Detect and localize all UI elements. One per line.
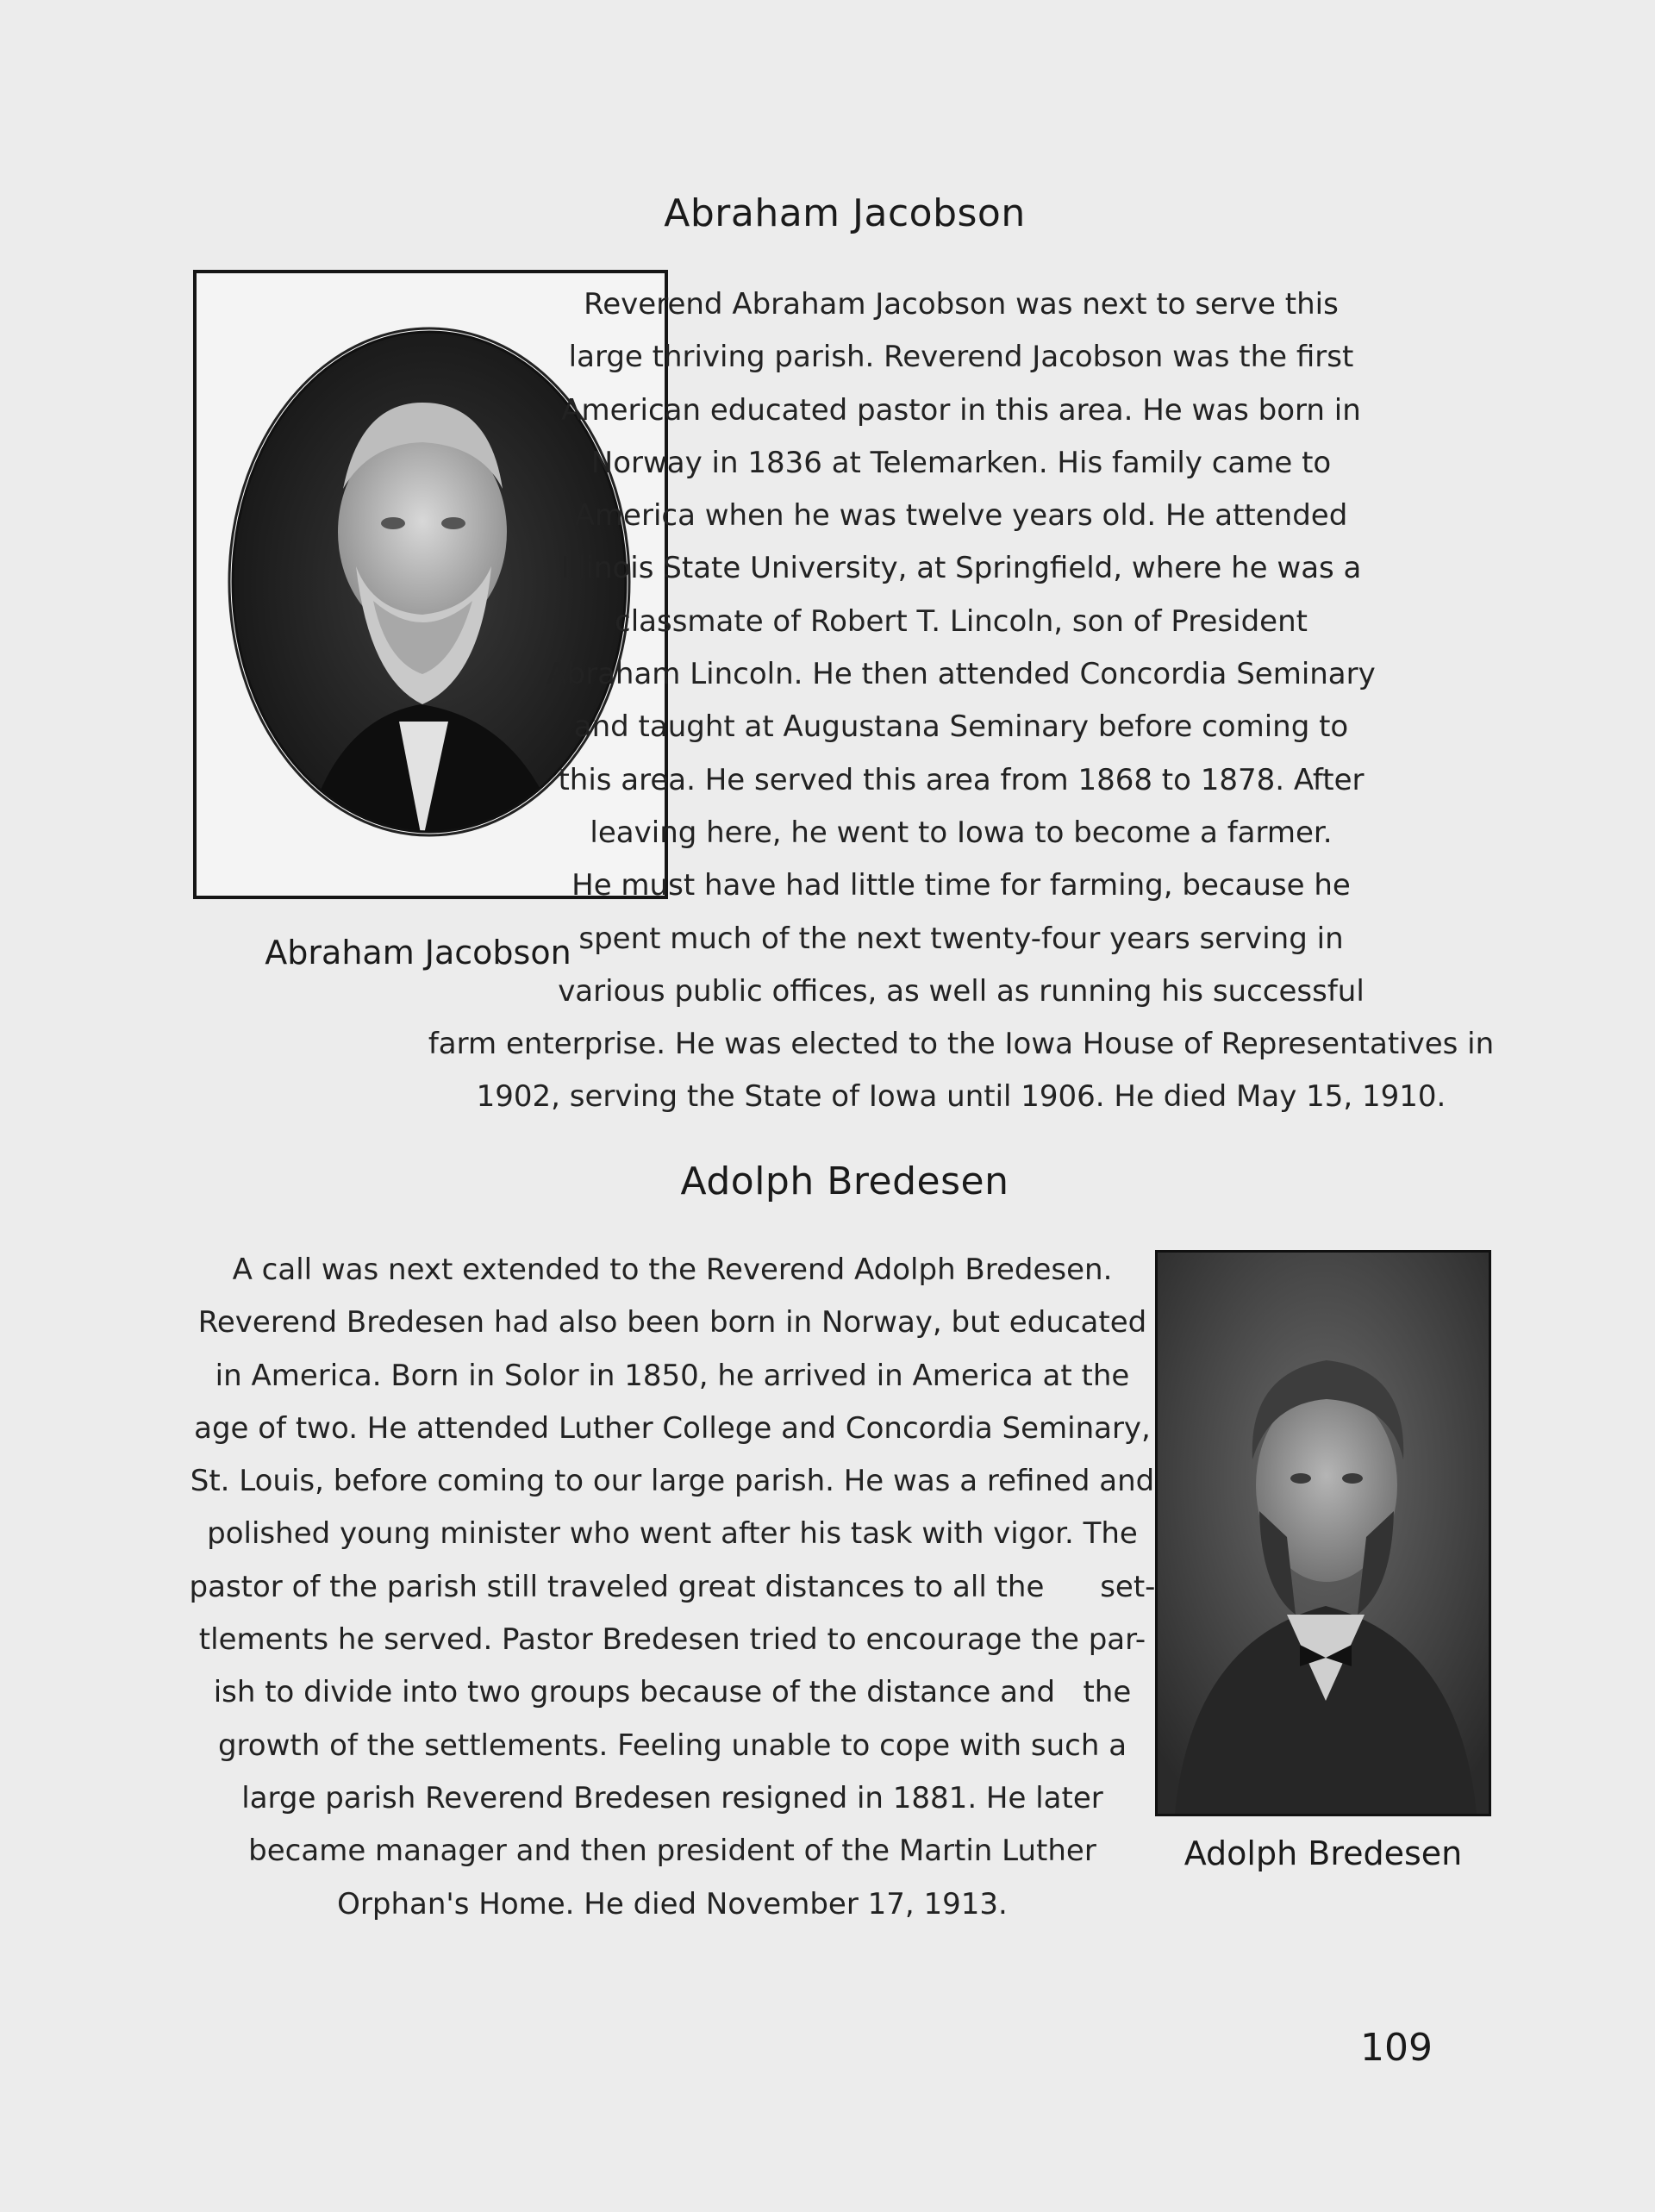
- text-line: American educated pastor in this area. He was born in: [561, 392, 1361, 428]
- text-line: A call was next extended to the Reverend Adolph Bredesen.: [232, 1253, 1113, 1287]
- text-line: America when he was twelve years old. He attended: [574, 498, 1348, 534]
- photo-caption-bredesen: Adolph Bredesen: [1183, 1834, 1463, 1872]
- text-line: Orphan's Home. He died November 17, 1913.: [337, 1886, 1008, 1921]
- section-heading-bredesen: Adolph Bredesen: [680, 1159, 1009, 1203]
- text-line: Illinois State University, at Springfield, where he was a: [560, 551, 1362, 586]
- text-line: spent much of the next twenty-four years serving in: [578, 921, 1344, 956]
- text-line: tlements he served. Pastor Bredesen tried to encourage the par-: [198, 1622, 1146, 1658]
- text-line: He must have had little time for farming, because he: [571, 868, 1351, 903]
- portrait-bredesen-image: [1158, 1253, 1489, 1814]
- text-line: large thriving parish. Reverend Jacobson was the first: [568, 340, 1354, 375]
- text-line: Reverend Bredesen had also been born in Norway, but educated: [197, 1305, 1147, 1340]
- biography-paragraph-jacobson: [405, 278, 1517, 1124]
- text-line: pastor of the parish still traveled great distances to all the set-: [189, 1569, 1156, 1604]
- text-line: age of two. He attended Luther College and Concordia Seminary,: [194, 1410, 1151, 1446]
- text-line: 1902, serving the State of Iowa until 1906. He died May 15, 1910.: [476, 1079, 1446, 1115]
- text-line: leaving here, he went to Iowa to become a farmer.: [590, 815, 1333, 850]
- photo-caption-jacobson: Abraham Jacobson: [265, 934, 571, 972]
- text-line: large parish Reverend Bredesen resigned in 1881. He later: [241, 1780, 1103, 1815]
- biography-paragraph-bredesen: [181, 1244, 1164, 1931]
- text-line: Abraham Lincoln. He then attended Concordia Seminary: [546, 657, 1376, 692]
- section-heading-jacobson: Abraham Jacobson: [664, 191, 1026, 235]
- text-line: became manager and then president of the Martin Luther: [248, 1834, 1096, 1869]
- text-line: Norway in 1836 at Telemarken. His family came to: [590, 445, 1332, 480]
- text-line: growth of the settlements. Feeling unable to cope with such a: [217, 1728, 1127, 1763]
- text-line: farm enterprise. He was elected to the Iowa House of Representatives in: [428, 1027, 1495, 1062]
- text-line: classmate of Robert T. Lincoln, son of President: [615, 603, 1308, 639]
- portrait-photo-bredesen: [1155, 1250, 1491, 1816]
- text-line: polished young minister who went after his task with vigor. The: [207, 1516, 1138, 1552]
- page-number: 109: [1360, 2026, 1433, 2070]
- text-line: St. Louis, before coming to our large parish. He was a refined and: [190, 1464, 1155, 1499]
- text-line: this area. He served this area from 1868 to 1878. After: [558, 762, 1365, 797]
- text-line: in America. Born in Solor in 1850, he arrived in America at the: [215, 1358, 1130, 1393]
- text-line: ish to divide into two groups because of the distance and the: [213, 1675, 1132, 1710]
- text-line: Reverend Abraham Jacobson was next to serve this: [584, 287, 1339, 322]
- text-line: various public offices, as well as running his successful: [558, 973, 1365, 1009]
- text-line: and taught at Augustana Seminary before coming to: [573, 709, 1349, 745]
